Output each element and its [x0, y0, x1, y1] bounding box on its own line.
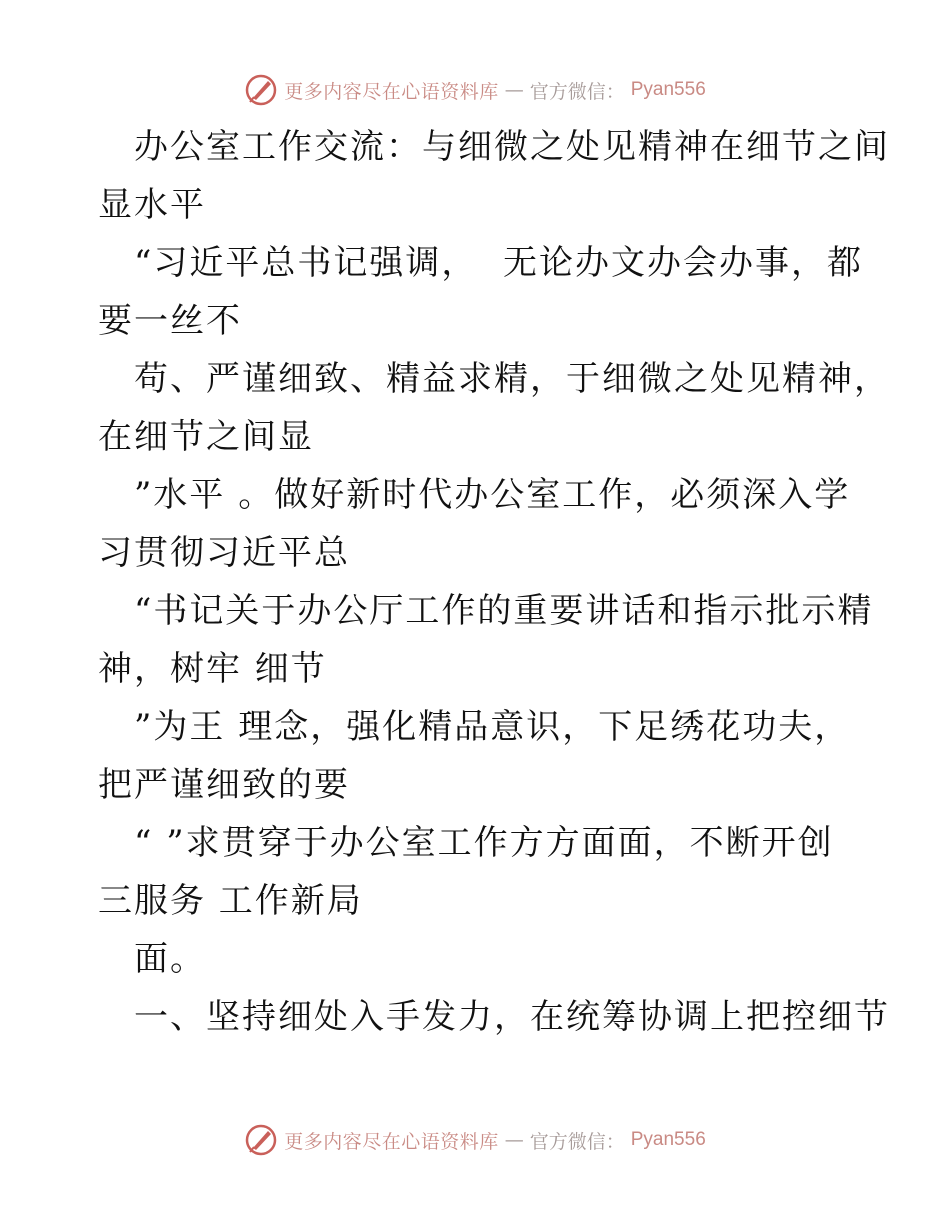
watermark-brand: 更多内容尽在心语资料库: [284, 80, 499, 103]
text-line-10: 神，树牢 细节: [98, 649, 327, 689]
text-line-3: “习近平总书记强调， 无论办文办会办事，都: [134, 243, 863, 283]
text-line-8: 习贯彻习近平总: [98, 533, 350, 573]
quill-logo-icon: [244, 73, 278, 107]
watermark-separator: —: [504, 1129, 524, 1151]
text-line-4: 要一丝不: [98, 301, 242, 341]
watermark-wechat-id: Pyan556: [630, 79, 706, 100]
text-line-14: 三服务 工作新局: [98, 881, 363, 921]
watermark-wechat-label: 官方微信：: [529, 1130, 625, 1153]
quill-logo-icon: [244, 1123, 278, 1157]
text-line-16: 一、坚持细处入手发力，在统筹协调上把控细节: [134, 997, 890, 1037]
text-line-12: 把严谨细致的要: [98, 765, 350, 805]
text-line-2: 显水平: [98, 185, 206, 225]
text-line-5: 苟、严谨细致、精益求精，于细微之处见精神，: [134, 359, 890, 399]
footer-watermark: [0, 1120, 950, 1160]
text-line-1: 办公室工作交流：与细微之处见精神在细节之间: [134, 127, 890, 167]
text-line-13: “ ”求贯穿于办公室工作方方面面，不断开创: [134, 823, 834, 863]
watermark-separator: —: [504, 79, 524, 101]
header-watermark: [0, 70, 950, 110]
watermark-brand: 更多内容尽在心语资料库: [284, 1130, 499, 1153]
document-body: [98, 118, 890, 1046]
text-line-6: 在细节之间显: [98, 417, 314, 457]
text-line-7: ”水平 。做好新时代办公室工作，必须深入学: [134, 475, 851, 515]
watermark-wechat-id: Pyan556: [630, 1129, 706, 1150]
text-line-9: “书记关于办公厅工作的重要讲话和指示批示精: [134, 591, 874, 631]
watermark-wechat-label: 官方微信：: [529, 80, 625, 103]
text-line-11: ”为王 理念，强化精品意识，下足绣花功夫，: [134, 707, 851, 747]
text-line-15: 面。: [134, 939, 206, 979]
